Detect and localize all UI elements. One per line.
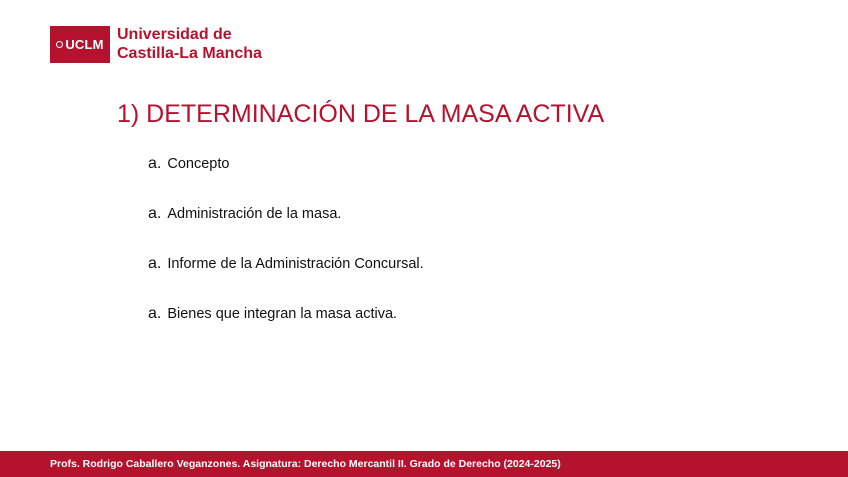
logo-line-1: Universidad de	[117, 26, 232, 43]
list-marker: a.	[148, 155, 162, 172]
logo-wordmark	[117, 25, 262, 63]
list-item	[148, 305, 424, 355]
footer-bar	[0, 451, 848, 477]
logo-badge	[50, 26, 110, 63]
list-item-text: Concepto	[167, 156, 230, 172]
logo-line-2: Castilla-La Mancha	[117, 45, 262, 62]
list-item	[148, 205, 424, 255]
list-marker: a.	[148, 205, 162, 222]
university-logo	[50, 25, 262, 63]
footer-text: Profs. Rodrigo Caballero Veganzones. Asignatura: Derecho Mercantil II. Grado de Derecho (2024-2025)	[50, 458, 561, 470]
list-item-text: Administración de la masa.	[167, 206, 342, 222]
seal-icon	[56, 41, 63, 48]
list-item-text: Informe de la Administración Concursal.	[167, 256, 424, 272]
list-item	[148, 255, 424, 305]
bullet-list	[148, 155, 424, 355]
logo-badge-text: UCLM	[65, 36, 104, 52]
list-marker: a.	[148, 255, 162, 272]
list-item-text: Bienes que integran la masa activa.	[167, 306, 398, 322]
list-item	[148, 155, 424, 205]
list-marker: a.	[148, 305, 162, 322]
slide-title: 1) DETERMINACIÓN DE LA MASA ACTIVA	[117, 100, 605, 128]
